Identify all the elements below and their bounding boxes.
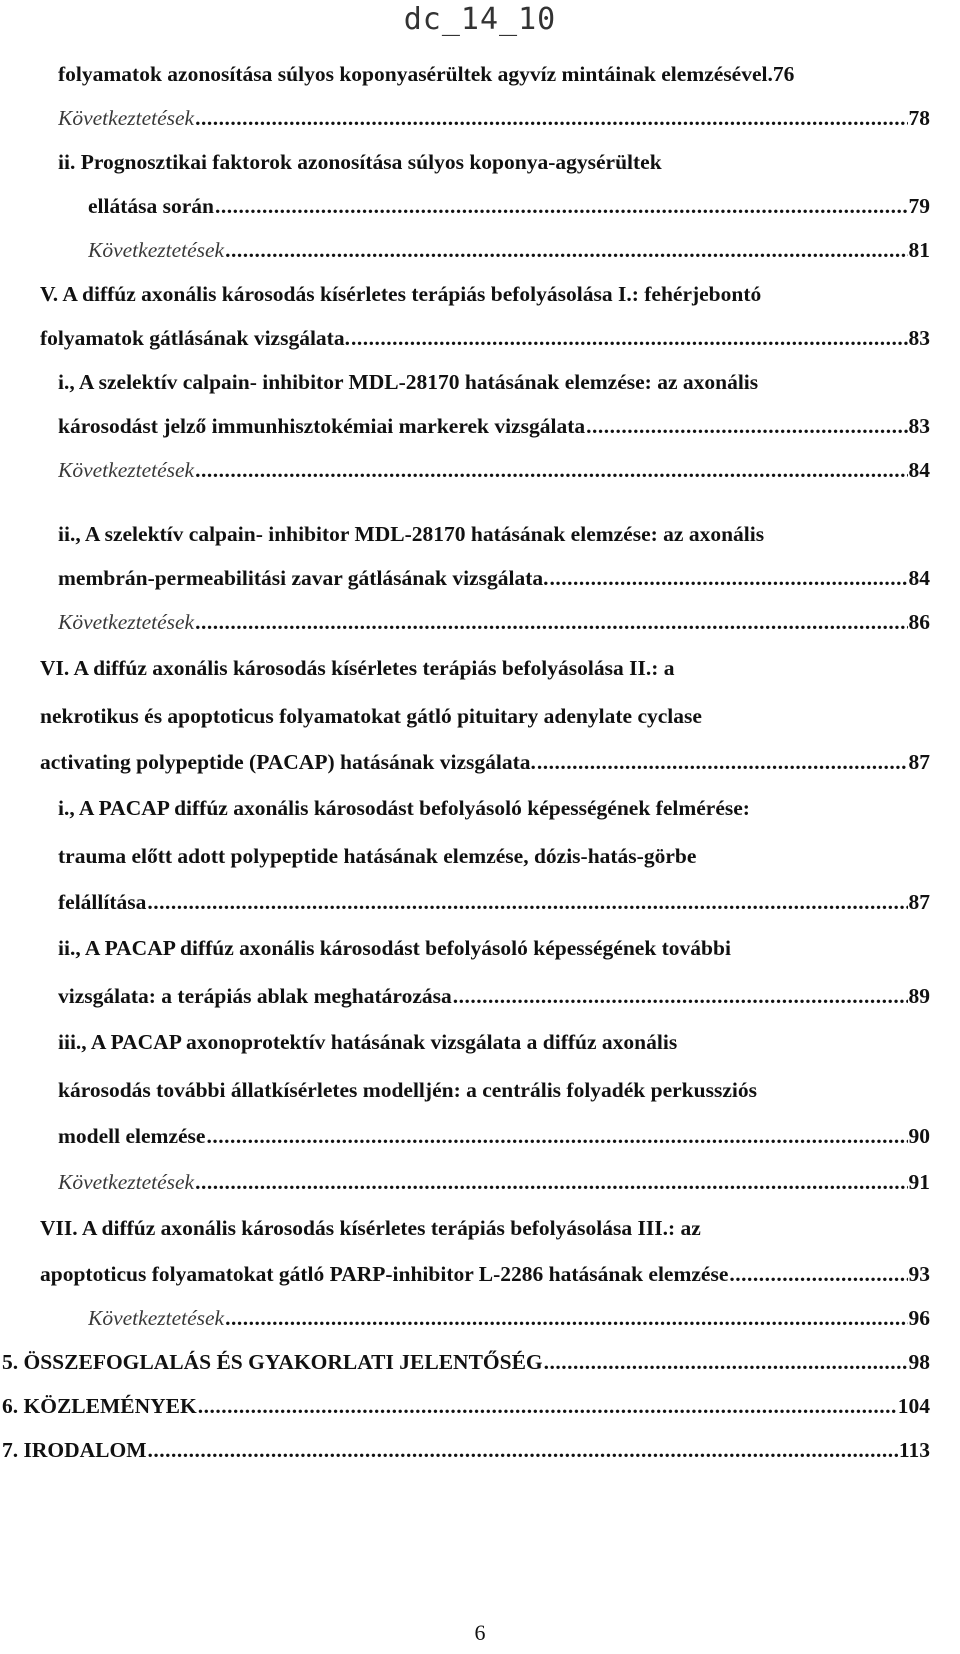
toc-entry-text: ellátása során (88, 194, 215, 218)
toc-entry-text: vizsgálata: a terápiás ablak meghatározása (58, 984, 452, 1008)
toc-entry-page: 91 (908, 1170, 930, 1194)
toc-entry-text: V. A diffúz axonális károsodás kísérletes terápiás befolyásolása I.: fehérjebontó (40, 282, 762, 306)
toc-entry-page: 83 (908, 326, 930, 350)
toc-entry[interactable] (0, 1434, 960, 1466)
toc-entry-page: 83 (908, 414, 930, 438)
toc-entry-text: 6. KÖZLEMÉNYEK (2, 1394, 197, 1418)
toc-entry-text: Következtetések (58, 1170, 195, 1194)
toc-entry[interactable] (0, 652, 960, 684)
toc-entry[interactable] (0, 840, 960, 872)
toc-entry-page: 89 (908, 984, 930, 1008)
toc-entry-page: 98 (908, 1350, 930, 1374)
toc-dot-leader (148, 1434, 898, 1466)
toc-dot-leader (453, 980, 908, 1012)
toc-entry[interactable] (0, 980, 960, 1012)
toc-entry-text: activating polypeptide (PACAP) hatásának vizsgálata. (40, 750, 536, 774)
toc-entry-text: Következtetések (88, 238, 225, 262)
toc-entry-page: 90 (908, 1124, 930, 1148)
toc-entry[interactable] (0, 746, 960, 778)
toc-entry[interactable] (0, 1166, 960, 1198)
toc-entry[interactable] (0, 1390, 960, 1422)
toc-entry[interactable] (0, 454, 960, 486)
toc-entry[interactable] (0, 700, 960, 732)
toc-entry-page: 87 (908, 890, 930, 914)
toc-entry[interactable] (0, 1212, 960, 1244)
toc-entry-text: trauma előtt adott polypeptide hatásának elemzése, dózis-hatás-görbe (58, 844, 697, 868)
toc-dot-leader (549, 562, 907, 594)
toc-entry-page: 113 (898, 1438, 930, 1462)
toc-dot-leader (195, 1166, 907, 1198)
toc-entry-page: 84 (908, 566, 930, 590)
toc-dot-leader (147, 886, 907, 918)
toc-entry[interactable] (0, 58, 960, 90)
toc-entry-text: apoptoticus folyamatokat gátló PARP-inhibitor L-2286 hatásának elemzése (40, 1262, 729, 1286)
toc-entry-page: 86 (908, 610, 930, 634)
toc-dot-leader (198, 1390, 897, 1422)
toc-entry-text: i., A szelektív calpain- inhibitor MDL-28170 hatásának elemzése: az axonális (58, 370, 759, 394)
toc-entry-text: VII. A diffúz axonális károsodás kísérletes terápiás befolyásolása III.: az (40, 1216, 701, 1240)
toc-dot-leader (215, 190, 907, 222)
toc-entry[interactable] (0, 234, 960, 266)
toc-dot-leader (225, 234, 907, 266)
toc-entry[interactable] (0, 518, 960, 550)
toc-entry-page: 81 (908, 238, 930, 262)
toc-entry[interactable] (0, 1074, 960, 1106)
toc-entry[interactable] (0, 278, 960, 310)
toc-entry-text: ii., A szelektív calpain- inhibitor MDL-28170 hatásának elemzése: az axonális (58, 522, 765, 546)
toc-entry-text: folyamatok gátlásának vizsgálata. (40, 326, 350, 350)
toc-entry-text: VI. A diffúz axonális károsodás kísérletes terápiás befolyásolása II.: a (40, 656, 675, 680)
toc-entry[interactable] (0, 606, 960, 638)
toc-entry-page: 76 (772, 62, 795, 86)
toc-dot-leader (195, 606, 907, 638)
toc-dot-leader (586, 410, 907, 442)
toc-dot-leader (537, 746, 908, 778)
toc-entry-page: 93 (908, 1262, 930, 1286)
toc-entry-text: 7. IRODALOM (2, 1438, 147, 1462)
toc-entry-text: Következtetések (58, 106, 195, 130)
toc-entry-text: károsodás további állatkísérletes modelljén: a centrális folyadék perkussziós (58, 1078, 757, 1102)
toc-entry[interactable] (0, 410, 960, 442)
toc-entry-text: Következtetések (58, 458, 195, 482)
toc-entry[interactable] (0, 366, 960, 398)
toc-entry-text: membrán-permeabilitási zavar gátlásának vizsgálata. (58, 566, 549, 590)
toc-entry[interactable] (0, 322, 960, 354)
toc-entry[interactable] (0, 1302, 960, 1334)
toc-entry-page: 79 (908, 194, 930, 218)
toc-entry-text: ii., A PACAP diffúz axonális károsodást befolyásoló képességének további (58, 936, 731, 960)
toc-entry-text: modell elemzése (58, 1124, 206, 1148)
toc-entry[interactable] (0, 146, 960, 178)
page-number: 6 (474, 1620, 486, 1645)
toc-dot-leader (225, 1302, 907, 1334)
toc-entry-page: 84 (908, 458, 930, 482)
toc-entry-text: 5. ÖSSZEFOGLALÁS ÉS GYAKORLATI JELENTŐSÉG (2, 1350, 543, 1374)
toc-entry-text: i., A PACAP diffúz axonális károsodást befolyásoló képességének felmérése: (58, 796, 750, 820)
toc-dot-leader (195, 454, 907, 486)
document-id-header: dc_14_10 (403, 2, 557, 37)
toc-entry-page: 78 (908, 106, 930, 130)
toc-entry[interactable] (0, 932, 960, 964)
toc-dot-leader (195, 102, 907, 134)
toc-entry[interactable] (0, 1120, 960, 1152)
toc-dot-leader (729, 1258, 907, 1290)
toc-entry[interactable] (0, 1258, 960, 1290)
toc-dot-leader (206, 1120, 907, 1152)
toc-entry-text: Következtetések (88, 1306, 225, 1330)
toc-dot-leader (351, 322, 908, 354)
toc-entry-page: 96 (908, 1306, 930, 1330)
toc-entry-page: 104 (897, 1394, 930, 1418)
toc-entry[interactable] (0, 102, 960, 134)
toc-entry-text: károsodást jelző immunhisztokémiai markerek vizsgálata (58, 414, 586, 438)
toc-entry[interactable] (0, 886, 960, 918)
toc-dot-leader (544, 1346, 908, 1378)
toc-entry-text: nekrotikus és apoptoticus folyamatokat gátló pituitary adenylate cyclase (40, 704, 702, 728)
toc-entry[interactable] (0, 1346, 960, 1378)
toc-entry[interactable] (0, 792, 960, 824)
toc-entry-page: 87 (908, 750, 930, 774)
toc-entry-text: ii. Prognosztikai faktorok azonosítása súlyos koponya-agysérültek (58, 150, 662, 174)
toc-entry[interactable] (0, 1026, 960, 1058)
toc-entry-text: felállítása (58, 890, 147, 914)
toc-entry[interactable] (0, 190, 960, 222)
toc-entry-text: folyamatok azonosítása súlyos koponyasérültek agyvíz mintáinak elemzésével. (58, 62, 773, 86)
toc-entry-text: iii., A PACAP axonoprotektív hatásának vizsgálata a diffúz axonális (58, 1030, 678, 1054)
toc-entry[interactable] (0, 562, 960, 594)
toc-entry-text: Következtetések (58, 610, 195, 634)
